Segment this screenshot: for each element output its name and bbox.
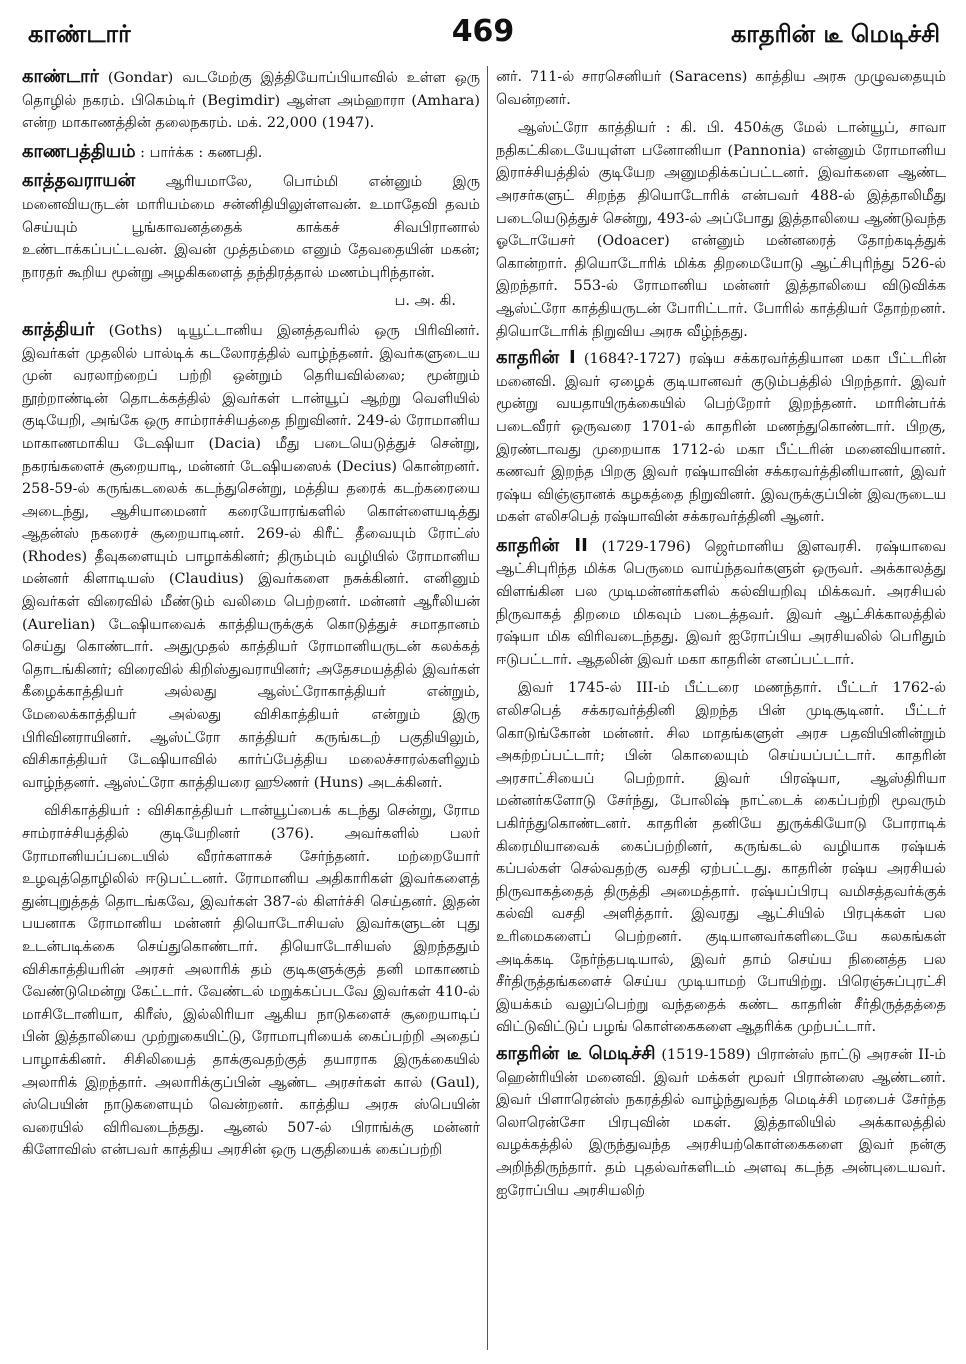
author-signature: ப. அ. கி. — [394, 293, 456, 310]
entry-text: : பார்க்க : கணபதி. — [135, 144, 263, 161]
goths-continuation: னர். 711-ல் சாரசெனியர் (Saracens) காத்திய அரசு முழுவதையும் வென்றனர். — [496, 69, 946, 108]
entry-text: (1729-1796) ஜெர்மானிய இளவரசி. ரஷ்யாவை ஆட்சிபுரிந்த மிக்க பெருமை வாய்ந்தவர்களுள் ஒருவர். அக்காலத்து விளங்கின பல முடிமன்னர்களில் கல்வியறிவு மிக்கவர். அரசியல் நிருவாகத் திறமை மிகவும் படைத்தவர். இவர் ஆட்சிக்காலத்தில் ரஷ்யா மிக விரிவடைந்தது. இவர் ஐரோப்பிய அரசியலில் பெரிதும் ஈடுபட்டார். ஆதலின் இவர் மகா காதரின் எனப்பட்டார். — [496, 538, 946, 668]
entry-text: (1519-1589) பிரான்ஸ் நாட்டு அரசன் II-ம் ஹென்ரியின் மனைவி. இவர் மக்கள் மூவர் பிரான்ஸை ஆண்டனர். இவர் பிளாரென்ஸ் நகரத்தில் வாழ்ந்துவந்த மெடிச்சி மரபைச் சேர்ந்த லொரென்சோ பிரபுவின் மகள். இத்தாலியில் அக்காலத்தில் வழக்கத்தில் இருந்துவந்த அரசியற்கொள்கைகளை இவர் நன்கு அறிந்திருந்தார். தம் புதல்வர்களிடம் அளவு கடந்த அன்புடையவர். ஐரோப்பிய அரசியலிற் — [496, 1046, 946, 1199]
column-divider — [487, 66, 488, 1350]
entry-headword: காதரின் டீ மெடிச்சி — [496, 1042, 656, 1064]
entry-kanapathiyam — [22, 141, 480, 165]
entry-headword: காணபத்தியம் — [22, 140, 136, 162]
header-left-guideword: காண்டார் — [28, 20, 131, 48]
left-column — [22, 66, 480, 1354]
entry-headword: காதரின் I — [496, 347, 576, 369]
entry-text: ஆரியமாலே, பொம்மி என்னும் இரு மனைவியருடன் மாரியம்மை சன்னிதியிலுள்ளவன். உமாதேவி தவம் செய்யும் பூங்காவனத்தைக் காக்கச் சிவபிரானால் உண்டாக்கப்பட்டவன். இவன் முத்தம்மை எனும் தேவதையின் மகன்; நாரதர் கூறிய மூன்று அழகிகளைத் தந்திரத்தால் மணம்புரிந்தான். — [22, 174, 480, 281]
entry-text: (Gondar) வடமேற்கு இத்தியோப்பியாவில் உள்ள ஒரு தொழில் நகரம். பிகெம்டிர் (Begimdir) ஆள்ள அம்ஹாரா (Amhara) என்ற மாகாணத்தின் தலைநகரம். மக். 22,000 (1947). — [22, 70, 480, 132]
header-right-guideword: காதரின் டீ மெடிச்சி — [730, 20, 940, 48]
entry-catherine-1 — [496, 347, 946, 529]
page-number: 469 — [451, 14, 515, 49]
entry-text: (1684?-1727) ரஷ்ய சக்கரவர்த்தியான மகா பீட்டரின் மனைவி. இவர் ஏழைக் குடியானவர் குடும்பத்தில் பிறந்தார். இவர் மூன்று வயதாயிருக்கையில் பெற்றோர் இறந்தனர். மாரின்பர்க் படைவீரர் ஒருவரை 1701-ல் காதரின் மணந்துகொண்டார். பிறகு, இரண்டாவது முறையாக 1712-ல் மகா பீட்டரின் மனைவியானர். கணவர் இறந்த பிறகு இவர் ரஷ்யாவின் சக்கரவர்த்தினியானர், இவர் ரஷ்ய விஞ்ஞானக் கழகத்தை நிறுவினர். இவருக்குப்பின் இவருடைய மகள் எலிசபெத் ரஷ்யாவின் சக்கரவர்த்தினி ஆனர். — [496, 351, 946, 526]
entry-kathavarayan — [22, 170, 480, 284]
catherine-2-paragraph-2: இவர் 1745-ல் III-ம் பீட்டரை மணந்தார். பீட்டர் 1762-ல் எலிசபெத் சக்கரவர்த்தினி இறந்த பின் முடிசூடினர். பீட்டர் கொடுங்கோன் மன்னர். சில மாதங்களுள் அரச பதவியினின்றும் அகற்றப்பட்டார்; பின் கொலையும் செய்யப்பட்டார். காதரின் அரசாட்சியைப் பெற்றார். இவர் பிரஷ்யா, ஆஸ்திரியா மன்னர்களோடு சேர்ந்து, போலிஷ் நாட்டைக் கைப்பற்றி மூவரும் பகிர்ந்துகொண்டனர். காதரின் தனியே துருக்கியோடு போராடிக் கிரைமியாவைக் கைப்பற்றினர், கருங்கடல் வழியாக ரஷ்யக் கப்பல்கள் செல்வதற்கு வசதி ஏற்பட்டது. காதரின் ரஷ்ய அரசியல் நிருவாகத்தைத் திருத்தி அமைத்தார். ரஷ்யப்பிரபு வமிசத்தவர்க்குக் கல்வி வசதி அளித்தார். இவரது ஆட்சியில் பிரபுக்கள் பல உரிமைகளைப் பெற்றனர். குடியானவர்களிடையே கலகங்கள் அடிக்கடி நேர்ந்தபடியால், இவர் தாம் செய்ய நினைத்த பல சீர்திருத்தங்களைச் செய்ய முடியாமற் போயிற்று. பிரெஞ்சுப்புரட்சி இயக்கம் வலுப்பெற்று வந்ததைக் கண்ட காதரின் சீர்திருத்தத்தை விட்டுவிட்டுப் பழங் கொள்கைகளை ஆதரிக்க முற்பட்டார். — [496, 680, 946, 1036]
entry-catherine-de-medici — [496, 1043, 946, 1202]
page-header — [22, 14, 944, 54]
entry-headword: காண்டார் — [22, 66, 99, 87]
entry-text: (Goths) டியூட்டானிய இனத்தவரில் ஒரு பிரிவினர். இவர்கள் முதலில் பால்டிக் கடலோரத்தில் வாழ்ந்தனர். இவர்களுடைய முன் வரலாற்றைப் பற்றி ஒன்றும் தெரியவில்லை; மூன்றும் நூற்றாண்டின் தொடக்கத்தில் இவர்கள் டான்யூப் ஆற்று வெளியில் குடியேறி, அங்கே ஒரு சாம்ராச்சியத்தை நிறுவினர். 249-ல் ரோமானிய மாகாணமாகிய டேஷியா (Dacia) மீது படையெடுத்துச் சென்று, நகரங்களைச் சூறையாடி, மன்னர் டேஷியஸைக் (Decius) கொன்றனர். 258-59-ல் கருங்கடலைக் கடந்துசென்று, மத்திய தரைக் கடற்கரையை அடைந்து, ஆசியாமைனர் கரையோரங்களில் கொள்ளையடித்து ஆதன்ஸ் நகரைச் சூறையாடினர். 269-ல் கிரீட் தீவையும் ரோட்ஸ் (Rhodes) தீவுகளையும் பாழாக்கினர்; திரும்பும் வழியில் ரோமானிய மன்னர் கிளாடியஸ் (Claudius) இவர்களை நசுக்கினர். எனினும் இவர்கள் விரைவில் மீண்டும் வலிமை பெற்றனர். மன்னர் ஆரீலியன் (Aurelian) டேஷியாவைக் காத்தியருக்குக் கொடுத்துச் சமாதானம் செய்து கொண்டார். அதுமுதல் காத்தியர் ரோமானியருடன் கலக்கத் தொடங்கினர்; விரைவில் கிறிஸ்துவராயினர்; அதேசமயத்தில் இவர்கள் கீழைக்காத்தியர் அல்லது ஆஸ்ட்ரோகாத்தியர் என்றும், மேலைக்காத்தியர் அல்லது விசிகாத்தியர் என்றும் இரு பிரிவினராயினர். ஆஸ்ட்ரோ காத்தியர் கருங்கடற் பகுதியிலும், விசிகாத்தியர் டேஷியாவில் கார்ப்பேத்திய மலைச்சாரல்களிலும் வாழ்ந்தனர். ஆஸ்ட்ரோ காத்தியரை ஹூணர் (Huns) அடக்கினர். — [22, 322, 480, 791]
entry-gondar — [22, 66, 480, 135]
entry-headword: காதரின் II — [496, 534, 588, 556]
subsection-visigoths: விசிகாத்தியர் : விசிகாத்தியர் டான்யூப்பைக் கடந்து சென்று, ரோம சாம்ராச்சியத்தில் குடியேறினர் (376). அவர்களில் பலர் ரோமானியப்படையில் வீரர்களாகச் சேர்ந்தனர். மற்றையோர் உழவுத்தொழிலில் ஈடுபட்டனர். ரோமானிய அதிகாரிகள் இவர்களைத் துன்புறுத்தத் தொடங்கவே, இவர்கள் 387-ல் கிளர்ச்சி செய்தனர். இதன் பயனாக ரோமானிய மன்னர் தியொடோசியஸ் இவர்களுடன் புது உடன்படிக்கை செய்துகொண்டார். தியொடோசியஸ் இறந்ததும் விசிகாத்தியரின் அரசர் அலாரிக் தம் குடிகளுக்குத் தனி மாகாணம் வேண்டுமென்று கேட்டார். வேண்டல் மறுக்கப்படவே இவர்கள் 410-ல் மாசிடோனியா, கிரீஸ், இல்லிரியா ஆகிய நாடுகளைச் சூறையாடிப் பின் இத்தாலியை முற்றுகையிட்டு, ரோமாபுரியைக் கைப்பற்றி அதைப் பாழாக்கினர். சிசிலியைத் தாக்குவதற்குத் தயாராக இருக்கையில் அலாரிக் இறந்தார். அலாரிக்குப்பின் ஆண்ட அரசர்கள் கால் (Gaul), ஸ்பெயின் நாடுகளையும் வென்றனர். காத்திய அரசு ஸ்பெயின் வரையில் விரிவடைந்தது. ஆனல் 507-ல் பிராங்க்கு மன்னர் கிளோவிஸ் என்பவர் காத்திய அரசின் ஒரு பகுதியைக் கைப்பற்றி — [22, 803, 480, 1159]
entry-headword: காத்தவராயன் — [22, 170, 136, 192]
entry-goths — [22, 319, 480, 794]
entry-headword: காத்தியர் — [22, 318, 95, 340]
subsection-ostrogoths: ஆஸ்ட்ரோ காத்தியர் : கி. பி. 450க்கு மேல் டான்யூப், சாவா நதிகட்கிடையேயுள்ள பனோனியா (Pannonia) என்னும் ரோமானிய இராச்சியத்தில் குடியேற அனுமதிக்கப்பட்டனர். இவர்களை ஆண்ட அரசர்களுட் சிறந்த தியொடோரிக் என்பவர் 488-ல் இத்தாலிமீது படையெடுத்துச் சென்று, 493-ல் அப்போது இத்தாலியை ஆண்டுவந்த ஓடோயேசர் (Odoacer) என்னும் மன்னரைத் தோற்கடித்துக் கொன்றார். தியொடோரிக் மிக்க திறமையோடு ஆட்சிபுரிந்து 526-ல் இறந்தார். 553-ல் ரோமானிய மன்னர் இத்தாலியை விடுவிக்க ஆஸ்ட்ரோ காத்தியருடன் போரிட்டார். போரில் காத்தியர் தோற்றனர். தியொடோரிக் நிறுவிய அரசு வீழ்ந்தது. — [496, 120, 946, 340]
entry-catherine-2 — [496, 535, 946, 672]
right-column — [496, 66, 946, 1354]
